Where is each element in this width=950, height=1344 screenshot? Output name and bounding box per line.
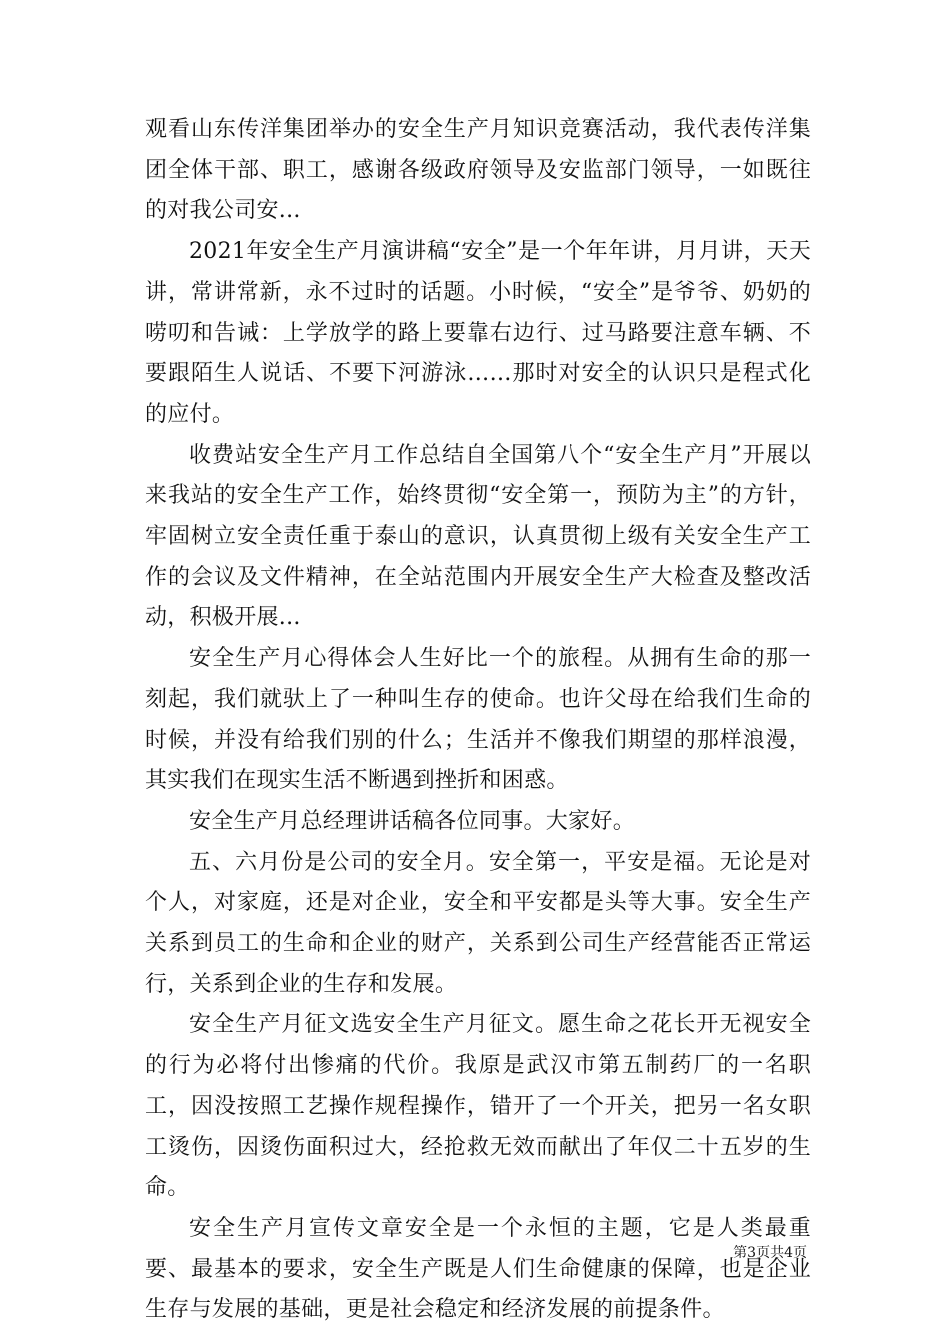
- paragraph-toll-station-summary: 收费站安全生产月工作总结自全国第八个“安全生产月”开展以来我站的安全生产工作，始终贯彻“安全第一，预防为主”的方针，牢固树立安全责任重于泰山的意识，认真贯彻上级有关安全生产工作的会议及文件精神，在全站范围内开展安全生产大检查及整改活动，积极开展...: [145, 442, 811, 631]
- paragraph-manager-speech: 安全生产月总经理讲话稿各位同事。大家好。: [189, 808, 636, 834]
- paragraph-safety-month: 五、六月份是公司的安全月。安全第一，平安是福。无论是对个人，对家庭，还是对企业，安全和平安都是头等大事。安全生产关系到员工的生命和企业的财产，关系到公司生产经营能否正常运行，关系到企业的生存和发展。: [145, 849, 811, 997]
- page-number: 第3页共4页: [733, 1245, 807, 1261]
- paragraph-promo-article: 安全生产月宣传文章安全是一个永恒的主题，它是人类最重要、最基本的要求，安全生产既是人们生命健康的保障，也是企业生存与发展的基础，更是社会稳定和经济发展的前提条件。: [145, 1215, 811, 1323]
- paragraph-experience: 安全生产月心得体会人生好比一个的旅程。从拥有生命的那一刻起，我们就驮上了一种叫生存的使命。也许父母在给我们生命的时候，并没有给我们别的什么；生活并不像我们期望的那样浪漫，其实我们在现实生活不断遇到挫折和困惑。: [145, 646, 811, 794]
- paragraph-continued: 观看山东传洋集团举办的安全生产月知识竞赛活动，我代表传洋集团全体干部、职工，感谢各级政府领导及安监部门领导，一如既往的对我公司安...: [145, 117, 811, 224]
- document-body: [145, 110, 811, 1331]
- paragraph-essay: 安全生产月征文选安全生产月征文。愿生命之花长开无视安全的行为必将付出惨痛的代价。我原是武汉市第五制药厂的一名职工，因没按照工艺操作规程操作，错开了一个开关，把另一名女职工烫伤，因烫伤面积过大，经抢救无效而献出了年仅二十五岁的生命。: [145, 1012, 811, 1201]
- paragraph-speech-2021: 2021年安全生产月演讲稿“安全”是一个年年讲，月月讲，天天讲，常讲常新，永不过时的话题。小时候，“安全”是爷爷、奶奶的唠叨和告诫：上学放学的路上要靠右边行、过马路要注意车辆、不要跟陌生人说话、不要下河游泳……那时对安全的认识只是程式化的应付。: [145, 239, 811, 427]
